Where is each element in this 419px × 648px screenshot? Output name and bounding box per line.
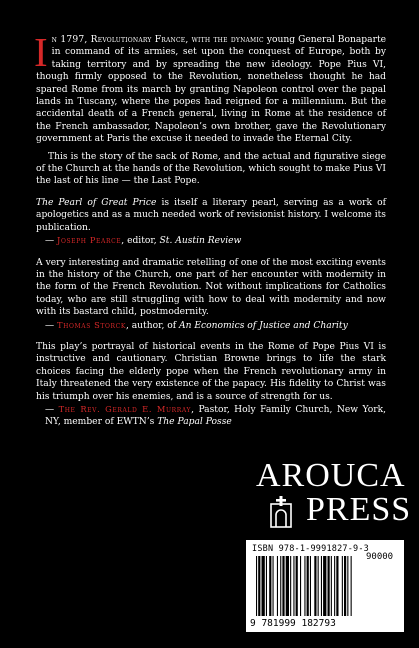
publisher-name-line1: AROUCA <box>256 457 406 494</box>
book-title: The Pearl of Great Price <box>36 197 157 208</box>
reviewer-role: , author, of <box>125 320 180 331</box>
attribution-dash: — <box>45 404 55 415</box>
attribution-dash: — <box>45 236 55 247</box>
cover-text <box>34 29 387 429</box>
review-text: A very interesting and dramatic retelling of one of the most exciting events in the history of the Church, one part of her encounter with modernity in the form of the French Revolution. Not without implications for Catholics today, who are still struggling with how to deal with modernity and now with its bastard child, postmodernity. <box>36 257 386 318</box>
reviewer-name: Joseph Pearce <box>57 235 122 246</box>
church-icon <box>270 496 292 528</box>
intro-paragraph-2: This is the story of the sack of Rome, and the actual and figurative siege of the Church at the hands of the Revolution, which sought to make Pius VI the last of his line — the Last Pope. <box>36 151 386 187</box>
intro-lead: n 1797, Revolutionary France, with the dynamic <box>51 35 264 45</box>
isbn-label: ISBN 978-1-9991827-9-3 <box>252 544 369 554</box>
reviewer-role: , editor, <box>121 236 160 247</box>
intro-paragraph-1 <box>34 29 387 146</box>
reviewer-name: The Rev. Gerald E. Murray <box>58 403 192 414</box>
review-attribution <box>36 234 386 247</box>
review-text: This play’s portrayal of historical events in the Rome of Pope Pius VI is instructive and cautionary. Christian Browne brings to life the stark choices facing the elderly pope when the French revolutionary army in Italy threatened the very existence of the papacy. His fidelity to Christ was his triumph over his enemies, and is a source of strength for us. <box>36 341 386 402</box>
barcode-icon <box>256 556 394 616</box>
reviewer-role: , Pastor, Holy Family Church, New York, NY, member of EWTN’s <box>45 404 387 428</box>
attribution-dash: — <box>45 320 55 331</box>
reviewer-name: Thomas Storck <box>57 319 126 330</box>
review-2 <box>36 257 386 332</box>
reviewer-publication: The Papal Posse <box>157 417 232 428</box>
reviewer-publication: An Economics of Justice and Charity <box>179 320 348 331</box>
reviewer-publication: St. Austin Review <box>159 236 242 247</box>
ean-number: 9 781999 182793 <box>250 618 336 629</box>
drop-cap: I <box>34 29 48 75</box>
intro-body: young General Bonaparte in command of its armies, set upon the conquest of Europe, both by taking territory and by spreading the new ideology. Pope Pius VI, though firmly opposed to the Revolution, nonetheless thought he had spared Rome from its march by granting Napoleon control over the papal lands in Tuscany, where the popes had reigned for a millennium. But the accidental death of a French general, living in Rome at the residence of the French ambassador, Napoleon’s own brother, gave the Revolutionary government at Paris the excuse it needed to invade the Eternal City. <box>36 35 387 145</box>
price-addon-code: 90000 <box>366 552 394 562</box>
review-3 <box>36 341 386 429</box>
review-1 <box>36 197 386 248</box>
review-body: is itself a literary pearl, serving as a work of apologetics and as a much needed work of revisionist history. I welcome its publication. <box>36 197 386 233</box>
publisher-name-line2: PRESS <box>306 491 412 528</box>
review-attribution <box>36 403 386 429</box>
review-attribution <box>36 319 386 332</box>
review-text <box>36 197 386 234</box>
